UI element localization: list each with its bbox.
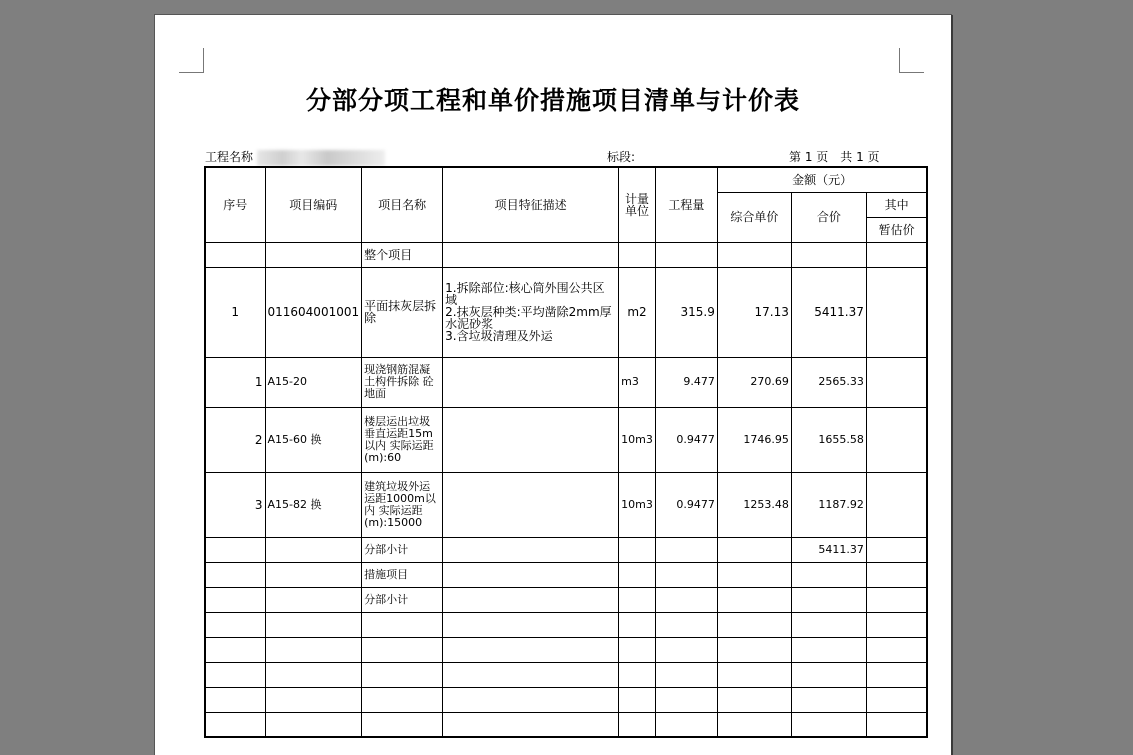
empty-cell	[265, 712, 362, 737]
empty-cell	[655, 662, 717, 687]
empty-cell	[205, 612, 265, 637]
cell-name: 平面抹灰层拆除	[362, 267, 443, 357]
cell-unit-price: 17.13	[717, 267, 791, 357]
cell-total: 1187.92	[791, 472, 866, 537]
col-header-name: 项目名称	[362, 167, 443, 242]
cell-unit-price	[717, 537, 791, 562]
cell-unit: m2	[619, 267, 656, 357]
cell-provisional	[866, 267, 927, 357]
cell-desc	[443, 562, 619, 587]
cell-qty	[655, 537, 717, 562]
cell-code: A15-82 换	[265, 472, 362, 537]
empty-cell	[655, 687, 717, 712]
empty-cell	[791, 712, 866, 737]
col-header-amount: 金额（元）	[717, 167, 927, 192]
cell-total: 2565.33	[791, 357, 866, 407]
col-header-desc: 项目特征描述	[443, 167, 619, 242]
cell-unit: m3	[619, 357, 656, 407]
col-header-unit-price: 综合单价	[717, 192, 791, 242]
project-name-label	[205, 148, 385, 166]
empty-cell	[866, 612, 927, 637]
empty-cell	[362, 662, 443, 687]
cell-total: 5411.37	[791, 537, 866, 562]
cell-qty: 0.9477	[655, 407, 717, 472]
col-header-qty: 工程量	[655, 167, 717, 242]
empty-cell	[265, 612, 362, 637]
empty-cell	[655, 712, 717, 737]
cell-seq	[205, 562, 265, 587]
empty-cell	[619, 637, 656, 662]
cell-unit	[619, 242, 656, 267]
cell-seq: 2	[205, 407, 265, 472]
empty-cell	[791, 612, 866, 637]
empty-cell	[619, 612, 656, 637]
cell-unit-price: 1253.48	[717, 472, 791, 537]
empty-cell	[362, 687, 443, 712]
cell-seq: 1	[205, 267, 265, 357]
empty-cell	[655, 637, 717, 662]
cell-qty	[655, 587, 717, 612]
cell-provisional	[866, 537, 927, 562]
cell-desc	[443, 242, 619, 267]
empty-cell	[265, 662, 362, 687]
empty-cell	[443, 637, 619, 662]
empty-cell	[619, 712, 656, 737]
pricing-table	[204, 166, 928, 738]
cell-code	[265, 242, 362, 267]
cell-code	[265, 537, 362, 562]
project-name-label-text: 工程名称	[205, 150, 254, 164]
table-body	[205, 242, 927, 737]
cell-provisional	[866, 562, 927, 587]
empty-cell	[866, 662, 927, 687]
empty-cell	[655, 612, 717, 637]
col-header-seq: 序号	[205, 167, 265, 242]
section-label: 标段:	[607, 150, 636, 164]
empty-cell	[205, 687, 265, 712]
col-header-provisional: 暂估价	[866, 217, 927, 242]
cell-unit	[619, 587, 656, 612]
table-row	[205, 472, 927, 537]
cell-provisional	[866, 357, 927, 407]
cell-qty	[655, 562, 717, 587]
empty-table-row	[205, 612, 927, 637]
redacted-project-name	[257, 150, 385, 166]
table-row	[205, 242, 927, 267]
cell-name: 分部小计	[362, 537, 443, 562]
empty-cell	[443, 687, 619, 712]
cell-unit-price	[717, 242, 791, 267]
document-page	[155, 15, 951, 755]
table-row	[205, 267, 927, 357]
document-title: 分部分项工程和单价措施项目清单与计价表	[305, 86, 800, 115]
cell-code	[265, 587, 362, 612]
cell-provisional	[866, 472, 927, 537]
cell-name: 整个项目	[362, 242, 443, 267]
table-row	[205, 537, 927, 562]
empty-cell	[791, 637, 866, 662]
cell-provisional	[866, 407, 927, 472]
cell-qty: 315.9	[655, 267, 717, 357]
empty-cell	[791, 662, 866, 687]
margin-marker-top-right	[899, 48, 924, 73]
margin-marker-top-left	[179, 48, 204, 73]
cell-name: 措施项目	[362, 562, 443, 587]
cell-total: 5411.37	[791, 267, 866, 357]
empty-cell	[791, 687, 866, 712]
empty-cell	[717, 712, 791, 737]
cell-unit: 10m3	[619, 472, 656, 537]
page-info: 第 1 页 共 1 页	[789, 150, 880, 164]
empty-cell	[205, 712, 265, 737]
cell-total	[791, 242, 866, 267]
cell-unit	[619, 562, 656, 587]
cell-seq: 3	[205, 472, 265, 537]
cell-desc	[443, 472, 619, 537]
empty-table-row	[205, 662, 927, 687]
cell-unit-price: 270.69	[717, 357, 791, 407]
empty-cell	[265, 687, 362, 712]
col-header-unit: 计量单位	[619, 167, 656, 242]
cell-name: 建筑垃圾外运 运距1000m以内 实际运距(m):15000	[362, 472, 443, 537]
cell-desc	[443, 357, 619, 407]
cell-qty: 0.9477	[655, 472, 717, 537]
cell-name: 分部小计	[362, 587, 443, 612]
empty-cell	[265, 637, 362, 662]
cell-seq	[205, 537, 265, 562]
col-header-of-which: 其中	[866, 192, 927, 217]
empty-cell	[866, 637, 927, 662]
cell-code: 011604001001	[265, 267, 362, 357]
cell-seq	[205, 242, 265, 267]
empty-cell	[717, 662, 791, 687]
empty-cell	[619, 687, 656, 712]
cell-desc	[443, 407, 619, 472]
empty-cell	[362, 612, 443, 637]
cell-name: 现浇钢筋混凝土构件拆除 砼地面	[362, 357, 443, 407]
cell-qty	[655, 242, 717, 267]
col-header-total: 合价	[791, 192, 866, 242]
empty-cell	[205, 662, 265, 687]
cell-code	[265, 562, 362, 587]
cell-unit	[619, 537, 656, 562]
empty-cell	[362, 637, 443, 662]
cell-code: A15-20	[265, 357, 362, 407]
empty-cell	[717, 612, 791, 637]
cell-desc	[443, 587, 619, 612]
cell-unit-price: 1746.95	[717, 407, 791, 472]
cell-total	[791, 562, 866, 587]
empty-table-row	[205, 712, 927, 737]
cell-unit-price	[717, 562, 791, 587]
cell-code: A15-60 换	[265, 407, 362, 472]
table-row	[205, 587, 927, 612]
table-row	[205, 407, 927, 472]
table-row	[205, 562, 927, 587]
empty-table-row	[205, 687, 927, 712]
table-row	[205, 357, 927, 407]
cell-desc	[443, 537, 619, 562]
cell-unit-price	[717, 587, 791, 612]
empty-cell	[362, 712, 443, 737]
cell-total: 1655.58	[791, 407, 866, 472]
empty-cell	[717, 637, 791, 662]
empty-cell	[866, 687, 927, 712]
cell-seq	[205, 587, 265, 612]
empty-cell	[443, 612, 619, 637]
cell-total	[791, 587, 866, 612]
empty-table-row	[205, 637, 927, 662]
empty-cell	[205, 637, 265, 662]
empty-cell	[717, 687, 791, 712]
col-header-code: 项目编码	[265, 167, 362, 242]
empty-cell	[866, 712, 927, 737]
empty-cell	[619, 662, 656, 687]
cell-seq: 1	[205, 357, 265, 407]
cell-desc: 1.拆除部位:核心筒外围公共区域 2.抹灰层种类:平均凿除2mm厚水泥砂浆 3.含垃圾清理及外运	[443, 267, 619, 357]
cell-provisional	[866, 242, 927, 267]
cell-unit: 10m3	[619, 407, 656, 472]
cell-provisional	[866, 587, 927, 612]
empty-cell	[443, 712, 619, 737]
cell-qty: 9.477	[655, 357, 717, 407]
cell-name: 楼层运出垃圾 垂直运距15m以内 实际运距(m):60	[362, 407, 443, 472]
empty-cell	[443, 662, 619, 687]
